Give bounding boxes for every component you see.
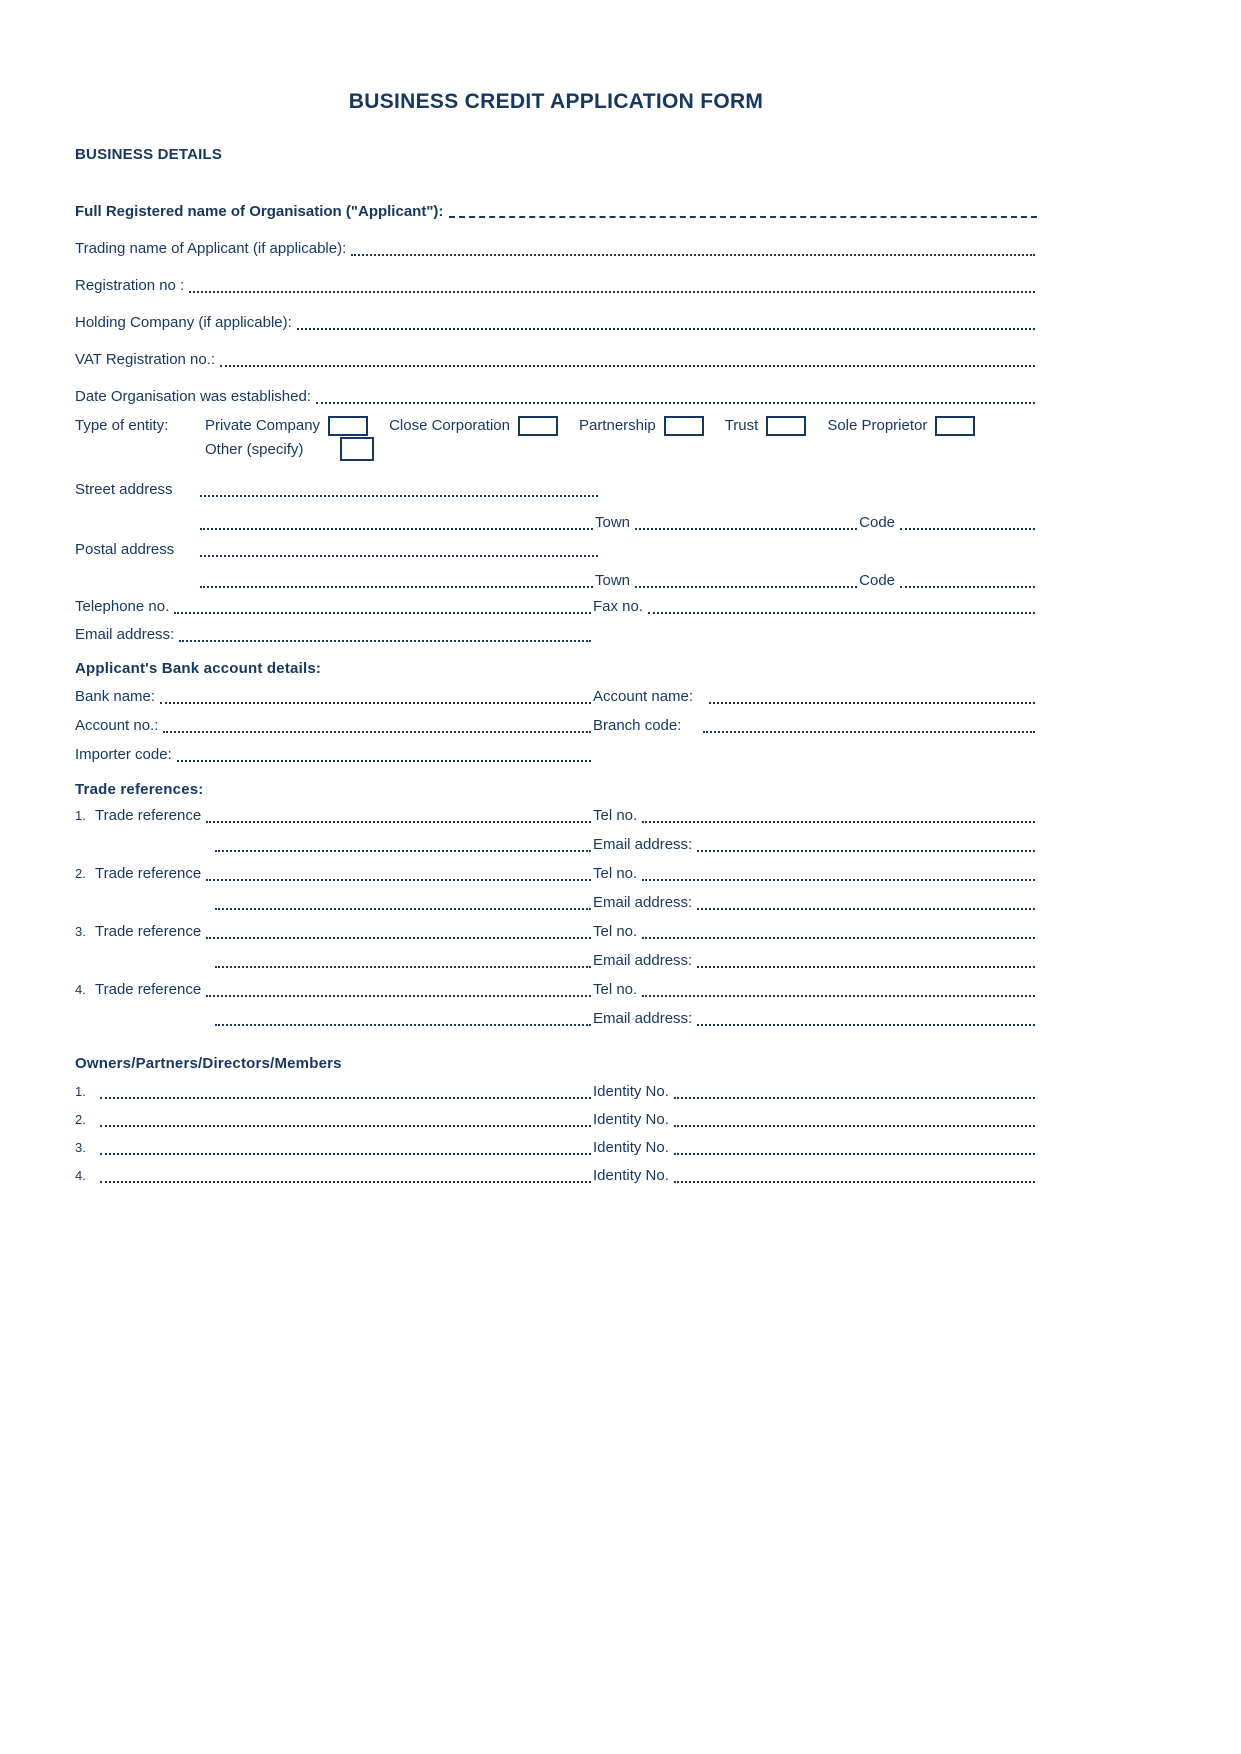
- field-row: [75, 622, 1037, 645]
- street-address-input-line1[interactable]: [200, 481, 598, 497]
- trade-reference-3-input[interactable]: [206, 923, 591, 939]
- owner-4-identity-label: Identity No.: [593, 1167, 669, 1184]
- trade-reference-2-email-field: [593, 892, 1037, 913]
- trade-reference-4-email-field: [593, 1008, 1037, 1029]
- owner-4-field: [75, 1165, 593, 1186]
- trade-reference-1-label: Trade reference: [95, 807, 202, 824]
- type-of-entity-label: Type of entity:: [75, 417, 169, 434]
- trade-reference-email-row: [75, 948, 1037, 971]
- date-established-label: Date Organisation was established:: [75, 388, 311, 405]
- entity-option-other: [205, 437, 374, 461]
- trade-reference-4-input[interactable]: [206, 981, 591, 997]
- trade-reference-3-email-field: [593, 950, 1037, 971]
- field-row: [75, 347, 1037, 370]
- business-details-heading: BUSINESS DETAILS: [75, 146, 223, 163]
- owner-row: [75, 1107, 1037, 1130]
- account-name-label: Account name:: [593, 688, 694, 705]
- owner-3-field: [75, 1137, 593, 1158]
- trade-reference-email-row: [75, 832, 1037, 855]
- registration-no-input[interactable]: [189, 277, 1035, 293]
- owner-2-input[interactable]: [100, 1111, 591, 1127]
- entity-options: [205, 415, 1037, 461]
- vat-registration-label: VAT Registration no.:: [75, 351, 216, 368]
- owner-4-input[interactable]: [100, 1167, 591, 1183]
- trade-reference-row: [75, 861, 1037, 884]
- field-row: [75, 568, 1037, 591]
- email-field: [75, 624, 593, 645]
- owner-1-field: [75, 1081, 593, 1102]
- field-row: [75, 742, 1037, 765]
- postal-address-label: Postal address: [75, 541, 175, 558]
- field-row: [75, 510, 1037, 533]
- other-specify-checkbox[interactable]: [340, 437, 374, 461]
- street-address-label: Street address: [75, 481, 173, 498]
- trade-reference-1-tel-field: [593, 805, 1037, 826]
- entity-options-line2: [205, 437, 1037, 461]
- trade-reference-2-cont-field: [75, 894, 593, 913]
- account-no-input[interactable]: [163, 717, 591, 733]
- trade-reference-1-input-line2[interactable]: [215, 836, 591, 852]
- account-name-field: [593, 686, 1037, 707]
- fax-input[interactable]: [648, 598, 1035, 614]
- bank-name-label: Bank name:: [75, 688, 156, 705]
- account-no-label: Account no.:: [75, 717, 159, 734]
- trading-name-label: Trading name of Applicant (if applicable):: [75, 240, 347, 257]
- importer-code-input[interactable]: [177, 746, 591, 762]
- owner-1-identity-input[interactable]: [674, 1083, 1035, 1099]
- trade-reference-2-label: Trade reference: [95, 865, 202, 882]
- trade-reference-3-email-label: Email address:: [593, 952, 693, 969]
- trade-reference-3-tel-label: Tel no.: [593, 923, 638, 940]
- form-content: [75, 0, 1037, 1186]
- owners-heading: Owners/Partners/Directors/Members: [75, 1055, 342, 1072]
- owner-row: [75, 1135, 1037, 1158]
- trade-reference-3-cont-field: [75, 952, 593, 971]
- entity-option-trust: [725, 415, 807, 436]
- owner-2-identity-field: [593, 1109, 1037, 1130]
- form-title: BUSINESS CREDIT APPLICATION FORM: [348, 90, 764, 113]
- trade-reference-1-input[interactable]: [206, 807, 591, 823]
- street-town-input[interactable]: [635, 514, 857, 530]
- trade-reference-1-tel-input[interactable]: [642, 807, 1035, 823]
- trade-reference-2-number: 2.: [75, 866, 86, 881]
- vat-registration-input[interactable]: [220, 351, 1035, 367]
- field-row: [75, 684, 1037, 707]
- trade-reference-4-email-label: Email address:: [593, 1010, 693, 1027]
- trade-reference-3-field: [75, 921, 593, 942]
- trade-reference-4-tel-input[interactable]: [642, 981, 1035, 997]
- postal-address-input-line1[interactable]: [200, 541, 598, 557]
- sole-proprietor-checkbox[interactable]: [935, 416, 975, 436]
- account-no-field: [75, 715, 593, 736]
- type-of-entity-row: [75, 415, 1037, 461]
- field-row: [75, 594, 1037, 617]
- trade-reference-1-cont-field: [75, 836, 593, 855]
- trade-reference-1-email-field: [593, 834, 1037, 855]
- owner-4-identity-field: [593, 1165, 1037, 1186]
- trade-reference-3-number: 3.: [75, 924, 86, 939]
- entity-option-close-corporation: [389, 415, 558, 436]
- owner-1-input[interactable]: [100, 1083, 591, 1099]
- trade-reference-email-row: [75, 890, 1037, 913]
- trade-reference-1-number: 1.: [75, 808, 86, 823]
- owner-2-number: 2.: [75, 1112, 86, 1127]
- postal-code-label: Code: [859, 572, 895, 589]
- field-row: [75, 537, 1037, 560]
- trade-reference-2-email-input[interactable]: [697, 894, 1035, 910]
- postal-town-label: Town: [595, 572, 631, 589]
- postal-address-input-line2[interactable]: [200, 572, 593, 588]
- postal-code-input[interactable]: [900, 572, 1035, 588]
- owner-3-input[interactable]: [100, 1139, 591, 1155]
- trade-reference-1-email-label: Email address:: [593, 836, 693, 853]
- bank-name-input[interactable]: [160, 688, 591, 704]
- holding-company-label: Holding Company (if applicable):: [75, 314, 292, 331]
- full-registered-name-label: Full Registered name of Organisation ("Applicant"):: [75, 203, 444, 220]
- owner-3-number: 3.: [75, 1140, 86, 1155]
- fax-field: [593, 596, 1037, 617]
- owner-2-identity-label: Identity No.: [593, 1111, 669, 1128]
- registration-no-label: Registration no :: [75, 277, 185, 294]
- field-row: [75, 199, 1037, 222]
- fax-label: Fax no.: [593, 598, 644, 615]
- trade-reference-3-tel-field: [593, 921, 1037, 942]
- field-row: [75, 236, 1037, 259]
- private-company-label: Private Company: [205, 417, 321, 434]
- trade-reference-4-tel-label: Tel no.: [593, 981, 638, 998]
- owner-1-identity-field: [593, 1081, 1037, 1102]
- owner-row: [75, 1079, 1037, 1102]
- trade-reference-email-row: [75, 1006, 1037, 1029]
- trade-reference-1-tel-label: Tel no.: [593, 807, 638, 824]
- trade-reference-3-input-line2[interactable]: [215, 952, 591, 968]
- trade-reference-2-tel-field: [593, 863, 1037, 884]
- partnership-checkbox[interactable]: [664, 416, 704, 436]
- trade-reference-3-email-input[interactable]: [697, 952, 1035, 968]
- close-corporation-checkbox[interactable]: [518, 416, 558, 436]
- owner-3-identity-input[interactable]: [674, 1139, 1035, 1155]
- entity-options-line1: [205, 415, 1037, 436]
- importer-code-label: Importer code:: [75, 746, 172, 763]
- trade-reference-4-email-input[interactable]: [697, 1010, 1035, 1026]
- account-name-input[interactable]: [709, 688, 1035, 704]
- trade-reference-row: [75, 803, 1037, 826]
- email-input[interactable]: [179, 626, 591, 642]
- trade-reference-3-label: Trade reference: [95, 923, 202, 940]
- owner-1-identity-label: Identity No.: [593, 1083, 669, 1100]
- trade-reference-2-email-label: Email address:: [593, 894, 693, 911]
- holding-company-input[interactable]: [297, 314, 1035, 330]
- field-row: [75, 384, 1037, 407]
- trade-reference-1-field: [75, 805, 593, 826]
- trade-reference-row: [75, 919, 1037, 942]
- private-company-checkbox[interactable]: [328, 416, 368, 436]
- trading-name-input[interactable]: [351, 240, 1035, 256]
- owner-2-identity-input[interactable]: [674, 1111, 1035, 1127]
- trade-reference-4-input-line2[interactable]: [215, 1010, 591, 1026]
- branch-code-label: Branch code:: [593, 717, 682, 734]
- trade-reference-4-number: 4.: [75, 982, 86, 997]
- trade-reference-2-input-line2[interactable]: [215, 894, 591, 910]
- full-registered-name-input[interactable]: [449, 202, 1037, 218]
- telephone-label: Telephone no.: [75, 598, 170, 615]
- telephone-field: [75, 596, 593, 617]
- trade-reference-2-input[interactable]: [206, 865, 591, 881]
- postal-town-input[interactable]: [635, 572, 857, 588]
- entity-option-private-company: [205, 415, 368, 436]
- trust-checkbox[interactable]: [766, 416, 806, 436]
- field-row: [75, 713, 1037, 736]
- street-town-label: Town: [595, 514, 631, 531]
- owner-row: [75, 1163, 1037, 1186]
- email-label: Email address:: [75, 626, 175, 643]
- entity-option-partnership: [579, 415, 704, 436]
- other-specify-label: Other (specify): [205, 440, 304, 458]
- bank-name-field: [75, 686, 593, 707]
- bank-details-heading: Applicant's Bank account details:: [75, 660, 322, 677]
- owner-2-field: [75, 1109, 593, 1130]
- trade-references-heading: Trade references:: [75, 781, 204, 798]
- partnership-label: Partnership: [578, 417, 656, 434]
- close-corporation-label: Close Corporation: [389, 417, 510, 434]
- trade-reference-2-tel-input[interactable]: [642, 865, 1035, 881]
- trade-reference-4-label: Trade reference: [95, 981, 202, 998]
- trust-label: Trust: [724, 417, 759, 434]
- trade-reference-2-tel-label: Tel no.: [593, 865, 638, 882]
- field-row: [75, 310, 1037, 333]
- trade-reference-row: [75, 977, 1037, 1000]
- owner-3-identity-field: [593, 1137, 1037, 1158]
- importer-code-field: [75, 744, 593, 765]
- owner-4-identity-input[interactable]: [674, 1167, 1035, 1183]
- owner-1-number: 1.: [75, 1084, 86, 1099]
- sole-proprietor-label: Sole Proprietor: [827, 417, 928, 434]
- street-address-input-line2[interactable]: [200, 514, 593, 530]
- entity-option-sole-proprietor: [827, 415, 975, 436]
- owner-3-identity-label: Identity No.: [593, 1139, 669, 1156]
- trade-reference-4-field: [75, 979, 593, 1000]
- street-code-input[interactable]: [900, 514, 1035, 530]
- field-row: [75, 273, 1037, 296]
- field-row: [75, 477, 1037, 500]
- branch-code-field: [593, 715, 1037, 736]
- trade-reference-4-cont-field: [75, 1010, 593, 1029]
- trade-reference-2-field: [75, 863, 593, 884]
- telephone-input[interactable]: [174, 598, 591, 614]
- date-established-input[interactable]: [316, 388, 1035, 404]
- owner-4-number: 4.: [75, 1168, 86, 1183]
- trade-reference-3-tel-input[interactable]: [642, 923, 1035, 939]
- branch-code-input[interactable]: [703, 717, 1035, 733]
- trade-reference-4-tel-field: [593, 979, 1037, 1000]
- street-code-label: Code: [859, 514, 895, 531]
- trade-reference-1-email-input[interactable]: [697, 836, 1035, 852]
